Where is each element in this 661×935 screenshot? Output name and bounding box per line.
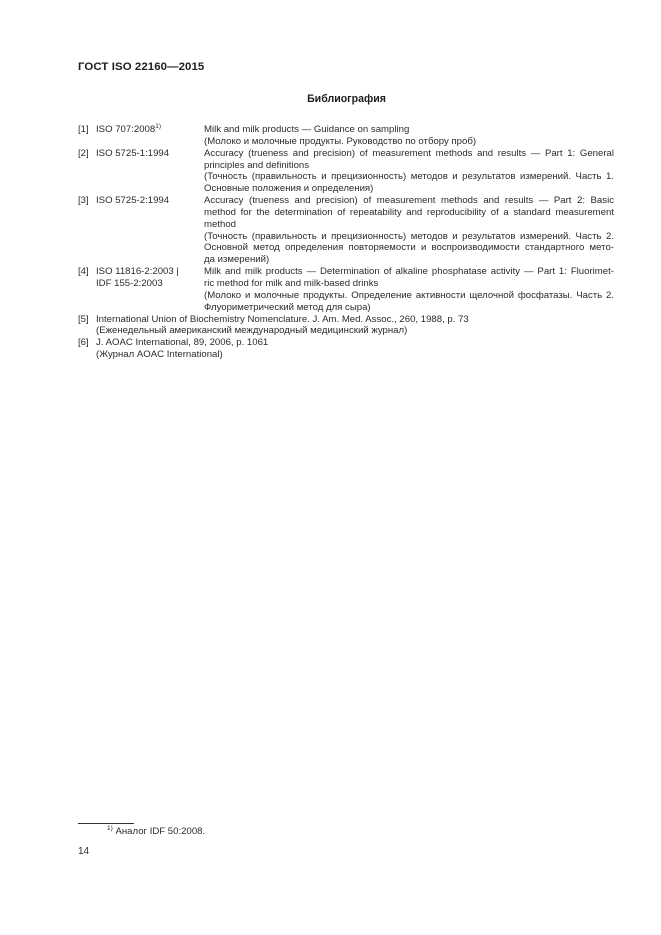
bibliography-entry-2: [78, 148, 614, 195]
entry-line: (Еженедельный американский международный медицинский журнал): [96, 325, 408, 337]
entry-line: J. AOAC International, 89, 2006, p. 1061: [96, 337, 269, 349]
footnote-marker: 1): [155, 123, 161, 130]
entry-line: Accuracy (trueness and precision) of measurement methods and results — Part 2: Basic: [204, 195, 614, 207]
entry-number: [4]: [78, 266, 89, 278]
entry-description: [96, 337, 614, 361]
entry-reference-text: ISO 707:2008: [96, 124, 156, 135]
entry-number: [5]: [78, 313, 89, 325]
entry-line: method for the determination of repeatability and reproducibility of a standard measurement: [204, 206, 614, 218]
entry-line: method: [204, 218, 236, 230]
section-title: Библиография: [307, 93, 386, 105]
entry-line: Milk and milk products — Guidance on sampling: [204, 124, 410, 135]
entry-line: Accuracy (trueness and precision) of measurement methods and results — Part 1: General: [204, 147, 614, 159]
footnote-divider: [78, 823, 134, 824]
entry-description: [204, 124, 614, 148]
entry-reference-line: ISO 11816-2:2003 |: [96, 266, 179, 278]
entry-line: Основной метод определения повторяемости и воспроизводимости стандартного мето-: [204, 242, 614, 254]
entry-line: Флуориметрический метод для сыра): [204, 301, 371, 313]
entry-reference: ISO 5725-2:1994: [96, 195, 170, 207]
entry-line: ric method for milk and milk-based drinks: [204, 277, 379, 289]
bibliography-entry-3: [78, 195, 614, 266]
entry-line: (Молоко и молочные продукты. Руководство по отбору проб): [204, 135, 477, 147]
entry-line: principles and definitions: [204, 159, 310, 171]
page-number: 14: [78, 846, 90, 857]
bibliography-list: [78, 124, 614, 361]
entry-line: (Точность (правильность и прецизионность) методов и результатов измерений. Часть 1.: [204, 171, 614, 183]
entry-description: [204, 148, 614, 195]
footnote-text: Аналог IDF 50:2008.: [115, 826, 206, 837]
entry-reference: ISO 5725-1:1994: [96, 147, 170, 159]
entry-line: (Молоко и молочные продукты. Определение активности щелочной фосфатазы. Часть 2.: [204, 289, 614, 301]
entry-line: (Журнал AOAC International): [96, 349, 223, 361]
entry-line: (Точность (правильность и прецизионность) методов и результатов измерений. Часть 2.: [204, 230, 614, 242]
footnote: [107, 826, 205, 837]
bibliography-entry-6: [78, 337, 614, 361]
entry-description: [96, 314, 614, 338]
entry-reference: [96, 124, 204, 136]
entry-number: [6]: [78, 337, 89, 349]
bibliography-entry-5: [78, 314, 614, 338]
entry-description: [204, 266, 614, 313]
document-header-title: ГОСТ ISO 22160—2015: [78, 61, 205, 73]
entry-line: Основные положения и определения): [204, 183, 374, 195]
entry-reference: [96, 266, 204, 290]
bibliography-entry-4: [78, 266, 614, 313]
entry-line: да измерений): [204, 254, 270, 266]
entry-number: [2]: [78, 147, 89, 159]
footnote-marker: 1): [107, 825, 113, 832]
bibliography-entry-1: [78, 124, 614, 148]
entry-number: [1]: [78, 124, 89, 135]
entry-number: [3]: [78, 195, 89, 207]
entry-description: [204, 195, 614, 266]
entry-line: Milk and milk products — Determination of alkaline phosphatase activity — Part 1: Fluorimet-: [204, 266, 614, 278]
entry-reference-line: IDF 155-2:2003: [96, 277, 163, 289]
entry-line: International Union of Biochemistry Nomenclature. J. Am. Med. Assoc., 260, 1988, p. 73: [96, 313, 469, 325]
